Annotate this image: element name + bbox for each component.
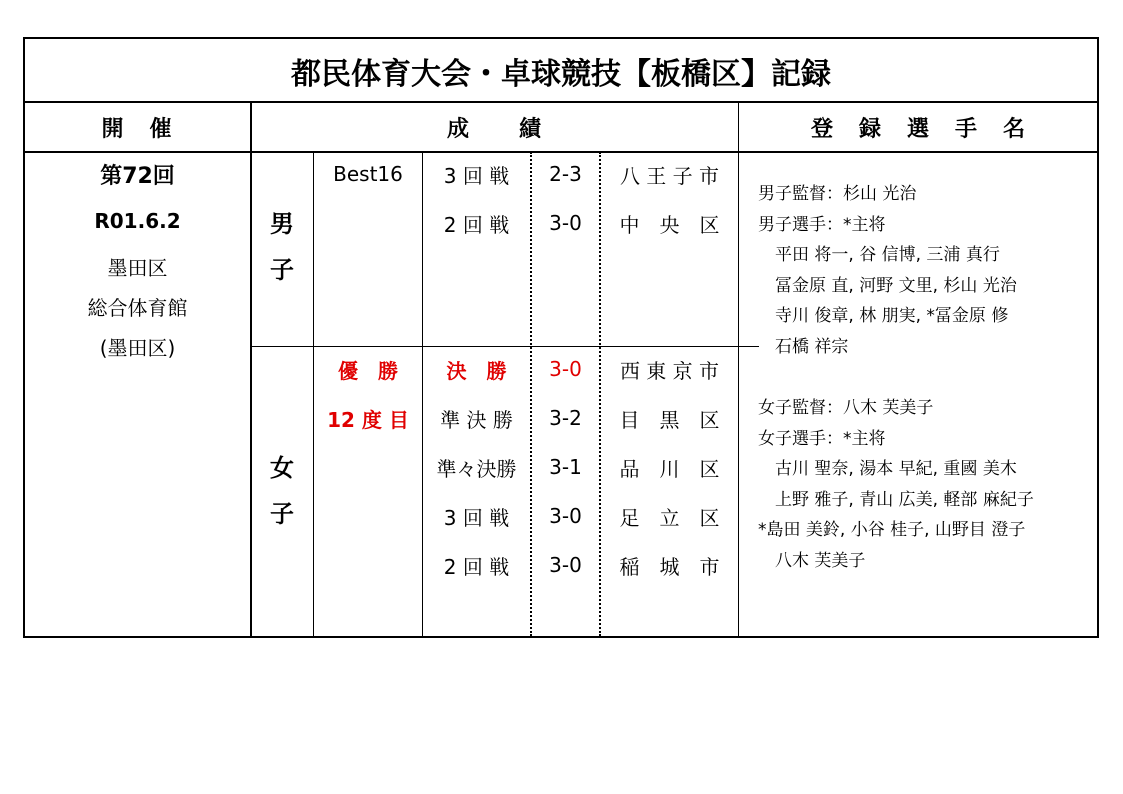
event-venue: 総合体育館 [87,295,188,320]
roster-line: 上野 雅子, 青山 広美, 軽部 麻紀子 [758,489,1034,510]
women-score-5: 3-0 [549,553,582,577]
men-round-2: 2 回 戦 [443,212,510,237]
women-opponent-2: 目 黒 区 [619,407,720,432]
roster-line: 寺川 俊章, 林 朋実, *冨金原 修 [758,306,1009,326]
roster-line: 古川 聖奈, 湯本 早紀, 重國 美木 [758,459,1017,479]
men-score-1: 2-3 [549,162,582,186]
roster-line: 八木 芙美子 [758,550,866,571]
women-label: 女 子 [270,454,294,528]
header-kaisai: 開 催 [101,116,174,142]
women-score-4: 3-0 [549,504,582,528]
women-score-2: 3-2 [549,406,582,430]
women-opponent-5: 稲 城 市 [619,554,720,579]
women-result: 優 勝 [338,358,398,383]
women-score-1: 3-0 [549,357,582,381]
roster-line: 石橋 祥宗 [758,336,849,357]
event-venue-note: (墨田区) [99,335,176,360]
women-opponent-3: 品 川 区 [619,456,720,481]
col-divider-2 [738,102,739,636]
event-city: 墨田区 [107,255,168,280]
women-round-5: 2 回 戦 [443,554,510,579]
men-round-1: 3 回 戦 [443,163,510,188]
women-score-3: 3-1 [549,455,582,479]
women-roster [758,393,1034,576]
event-date: R01.6.2 [94,209,181,233]
roster-line: *島田 美鈴, 小谷 桂子, 山野目 澄子 [758,520,1026,540]
men-result: Best16 [333,162,403,186]
roster-line: 男子監督：杉山 光治 [758,184,917,204]
men-score-2: 3-0 [549,211,582,235]
roster-line: 女子監督：八木 芙美子 [758,398,934,418]
roster-line: 女子選手：*主将 [758,428,886,449]
women-result-count: 12 度 目 [327,407,409,432]
gender-divider [252,346,759,347]
header-senshu: 登 録 選 手 名 [810,116,1027,142]
col-divider-1 [250,102,252,636]
women-round-1: 決 勝 [446,358,507,383]
men-roster [758,179,1017,362]
men-opponent-1: 八 王 子 市 [619,163,720,188]
men-opponent-2: 中 央 区 [619,212,720,237]
roster-line: 男子選手：*主将 [758,214,886,235]
men-label: 男 子 [270,210,294,284]
roster-line: 冨金原 直, 河野 文里, 杉山 光治 [758,275,1017,296]
women-opponent-4: 足 立 区 [619,505,720,530]
col-divider-gender [313,152,314,636]
event-edition: 第72回 [100,163,175,189]
page-title: 都民体育大会・卓球競技【板橋区】記録 [291,56,831,92]
header-seiseki: 成 績 [446,116,543,142]
roster-line: 平田 将一, 谷 信博, 三浦 真行 [758,245,1000,265]
women-round-3: 準々決勝 [436,456,517,481]
women-round-2: 準 決 勝 [440,407,513,432]
women-round-4: 3 回 戦 [443,505,510,530]
women-opponent-1: 西 東 京 市 [619,358,720,383]
record-table [23,37,1099,638]
